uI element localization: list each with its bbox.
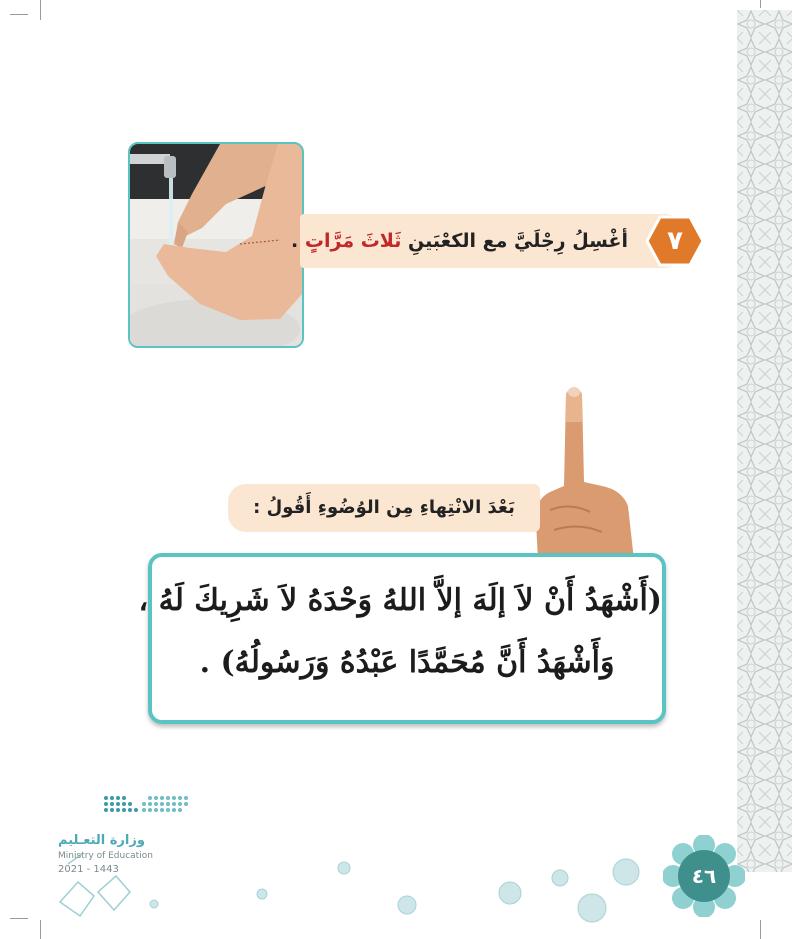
ministry-name-ar: وزارة التعـليم [58,833,145,848]
shahada-box [138,553,666,724]
step-number: ٧ [667,226,683,256]
after-wudu-label: بَعْدَ الانْتِهاءِ مِن الوُضُوءِ أَقُولُ : [228,484,540,532]
crop-mark-tl-h [10,14,28,15]
ministry-year: 2021 - 1443 [58,864,119,875]
step-7-text: أغْسِلُ رِجْلَيَّ مع الكعْبَينِ ثَلاثَ مَرَّاتٍ . [291,230,628,252]
decorative-side-strip [737,10,792,872]
ministry-name-en: Ministry of Education [58,851,153,861]
crop-mark-bl-v [40,920,41,939]
page-number: ٤٦ [691,864,717,888]
crop-mark-bl-h [10,918,28,919]
crop-mark-br-v [760,920,761,939]
crop-mark-tr-v [760,0,761,8]
step-7-banner [291,214,690,268]
shahada-line-1: (أَشْهَدُ أَنْ لاَ إلَهَ إلاَّ اللهُ وَحْدَهُ لاَ شَرِيكَ لَهُ ، [138,583,662,618]
step-7-highlight: ثَلاثَ مَرَّاتٍ [304,230,402,252]
shahada-line-2: وَأَشْهَدُ أَنَّ مُحَمَّدًا عَبْدُهُ وَرَسُولُهُ) . [199,645,615,680]
foot-washing-photo [128,142,304,348]
finger-pointing-up-icon [530,382,640,560]
crop-mark-tl-v [40,0,41,20]
